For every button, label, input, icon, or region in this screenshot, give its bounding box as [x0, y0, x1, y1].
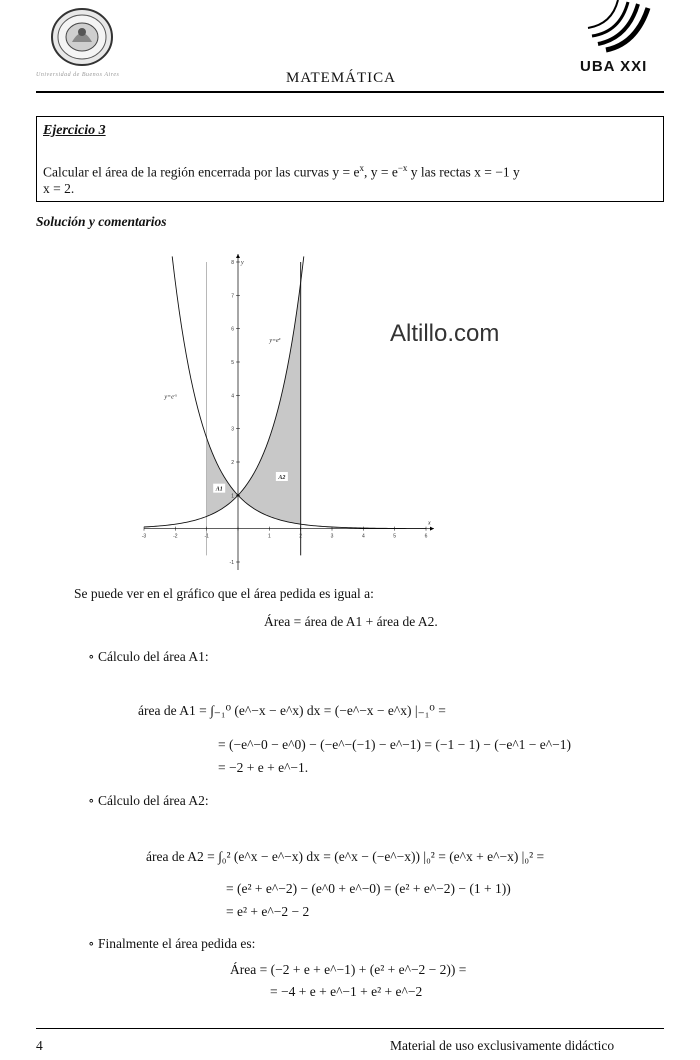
x-tick-label: 3: [330, 533, 334, 540]
bullet-icon: ∘: [88, 649, 98, 664]
y-tick-label: 1: [231, 493, 234, 500]
region-a2: [238, 282, 301, 524]
y-tick-label: 5: [231, 360, 234, 366]
x-tick-label: 5: [393, 533, 397, 540]
exercise-text: [43, 159, 520, 182]
bullet-area-a1-label: Cálculo del área A1:: [98, 649, 209, 664]
bullet-area-a2: [88, 793, 209, 809]
y-tick-label: 7: [231, 293, 234, 300]
intro-text: Se puede ver en el gráfico que el área pedida es igual a:: [74, 586, 374, 601]
footer-rule: [36, 1028, 664, 1029]
total-area-equation: Área = área de A1 + área de A2.: [264, 614, 438, 629]
x-tick-label: -2: [173, 533, 178, 540]
exercise-text-part2: , y = e: [363, 164, 398, 180]
x-axis-label: x: [428, 520, 431, 527]
bullet-area-a1: [88, 649, 209, 665]
a1-line1: área de A1 = ∫₋₁⁰ (e^−x − e^x) dx = (−e^−x − e^x) |₋₁⁰ =: [138, 703, 446, 718]
x-tick-label: 4: [361, 533, 365, 540]
solution-title: Solución y comentarios: [36, 214, 167, 229]
x-tick-label: 6: [424, 533, 428, 540]
x-tick-label: 2: [299, 533, 303, 540]
y-tick-label: 3: [231, 426, 234, 433]
a1-line2: = (−e^−0 − e^0) − (−e^−(−1) − e^−1) = (−1 − 1) − (−e^1 − e^−1): [218, 737, 571, 752]
logo-caption: Universidad de Buenos Aires: [36, 72, 120, 78]
page-number: 4: [36, 1038, 43, 1053]
x-tick-label: 1: [267, 533, 271, 540]
exercise-text-part3: y las rectas x = −1 y: [407, 164, 520, 180]
y-tick-label: 6: [231, 326, 234, 333]
bullet-final: [88, 936, 255, 952]
bullet-icon: ∘: [88, 793, 98, 808]
exercise-text-part1: Calcular el área de la región encerrada por las curvas y = e: [43, 164, 360, 180]
footer-note: Material de uso exclusivamente didáctico: [390, 1038, 615, 1053]
uba-xxi-logo: [576, 0, 672, 80]
exercise-text-line2: x = 2.: [43, 181, 75, 196]
final-line2: = −4 + e + e^−1 + e² + e^−2: [270, 984, 423, 999]
swirl-icon: [576, 0, 672, 56]
y-axis-arrow: [236, 254, 240, 258]
y-tick-label: 8: [231, 260, 234, 266]
exercise-sup1: x: [359, 163, 364, 173]
a2-line3: = e² + e^−2 − 2: [226, 904, 310, 919]
area-chart: [138, 252, 438, 574]
y-tick-label: 4: [231, 393, 234, 400]
a2-line2: = (e² + e^−2) − (e^0 + e^−0) = (e² + e^−2) − (1 + 1)): [226, 881, 511, 896]
exercise-sup2: −x: [397, 163, 408, 173]
label-a2: A2: [278, 475, 286, 481]
exercise-box: [36, 116, 664, 202]
exercise-title: Ejercicio 3: [43, 123, 106, 138]
bullet-area-a2-label: Cálculo del área A2:: [98, 793, 209, 808]
seal-icon: [42, 6, 122, 68]
label-a1: A1: [215, 486, 223, 493]
x-tick-label: -1: [204, 533, 209, 540]
university-seal: [42, 6, 122, 68]
y-tick-label: 2: [231, 460, 234, 466]
bullet-final-label: Finalmente el área pedida es:: [98, 936, 256, 951]
page-title: MATEMÁTICA: [286, 70, 396, 86]
a2-line1: área de A2 = ∫₀² (e^x − e^−x) dx = (e^x − (−e^−x)) |₀² = (e^x + e^−x) |₀² =: [146, 849, 545, 864]
header-rule: [36, 91, 664, 93]
y-tick-label: -1: [229, 560, 234, 566]
bullet-icon: ∘: [88, 936, 98, 951]
x-axis-arrow: [430, 527, 434, 531]
y-axis-label: y: [241, 260, 244, 266]
brand-name: UBA XXI: [580, 58, 648, 75]
label-exp-minus-x: $y=e^{-x}$: [164, 392, 177, 401]
a1-line3: = −2 + e + e^−1.: [218, 760, 309, 775]
label-exp-x: $y=e^x$: [269, 336, 281, 344]
x-tick-label: -3: [141, 533, 147, 540]
watermark: Altillo.com: [390, 320, 500, 347]
final-line1: Área = (−2 + e + e^−1) + (e² + e^−2 − 2)) =: [230, 962, 467, 977]
